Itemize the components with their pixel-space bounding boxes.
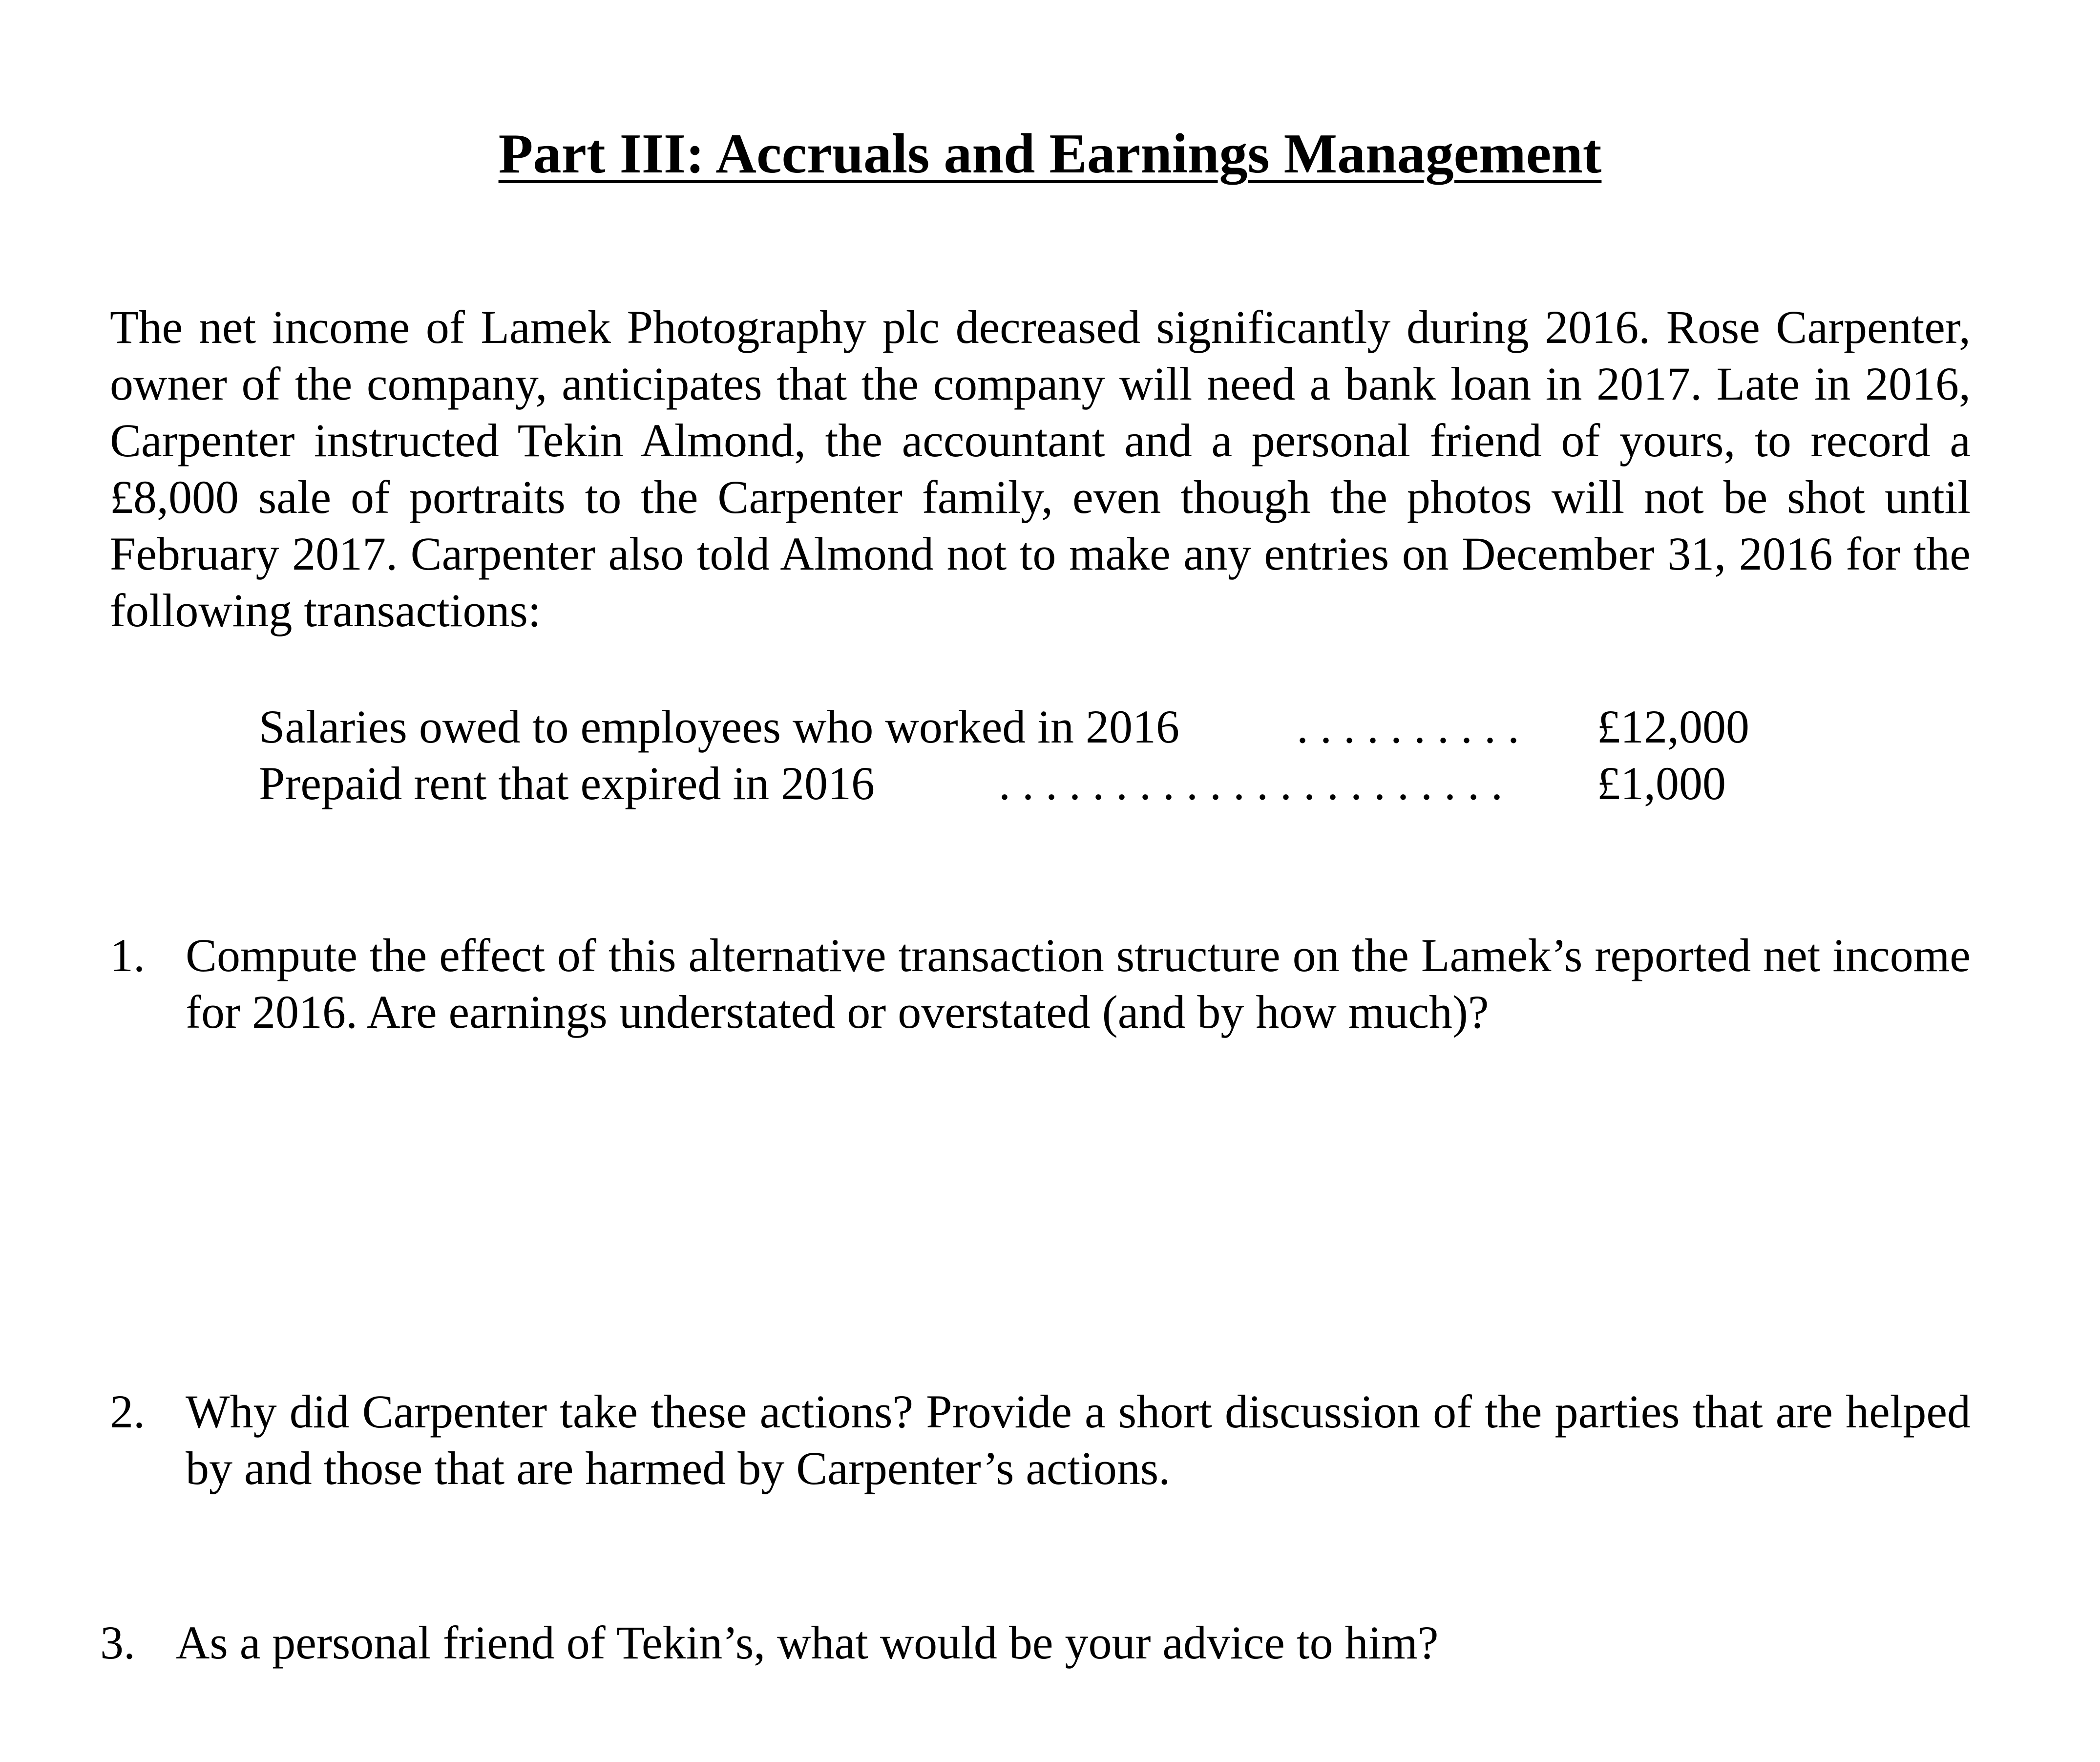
question-text: Compute the effect of this alternative transaction structure on the Lamek’s reported net income for 2016. Are earnings understated or overstated (and by how much)?: [186, 929, 1971, 1038]
question-text: Why did Carpenter take these actions? Provide a short discussion of the parties that are helped by and those that are harmed by Carpenter’s actions.: [186, 1385, 1971, 1494]
page-title: Part III: Accruals and Earnings Management: [498, 123, 1602, 185]
transaction-leader: . . . . . . . . . . . . . . . . . . . . . .: [999, 757, 1503, 809]
question-number: 3.: [100, 1616, 135, 1669]
transaction-leader: . . . . . . . . . .: [1297, 701, 1519, 753]
transaction-amount: £12,000: [1597, 701, 1749, 753]
question-number: 1.: [110, 929, 145, 981]
transaction-amount: £1,000: [1597, 757, 1726, 809]
transaction-label: Prepaid rent that expired in 2016: [259, 757, 875, 809]
transaction-label: Salaries owed to employees who worked in 2016: [259, 701, 1179, 753]
question-number: 2.: [110, 1385, 145, 1438]
question-text: As a personal friend of Tekin’s, what would be your advice to him?: [176, 1616, 1439, 1669]
intro-paragraph: The net income of Lamek Photography plc decreased significantly during 2016. Rose Carpenter, owner of the company, anticipates that the company will need a bank loan in 2017. Late in 2016, Carpenter instructed Tekin Almond, the accountant and a personal friend of yours, to record a £8,000 sale of portraits to the Carpenter family, even though the photos will not be shot until February 2017. Carpenter also told Almond not to make any entries on December 31, 2016 for the following transactions:: [110, 301, 1971, 637]
